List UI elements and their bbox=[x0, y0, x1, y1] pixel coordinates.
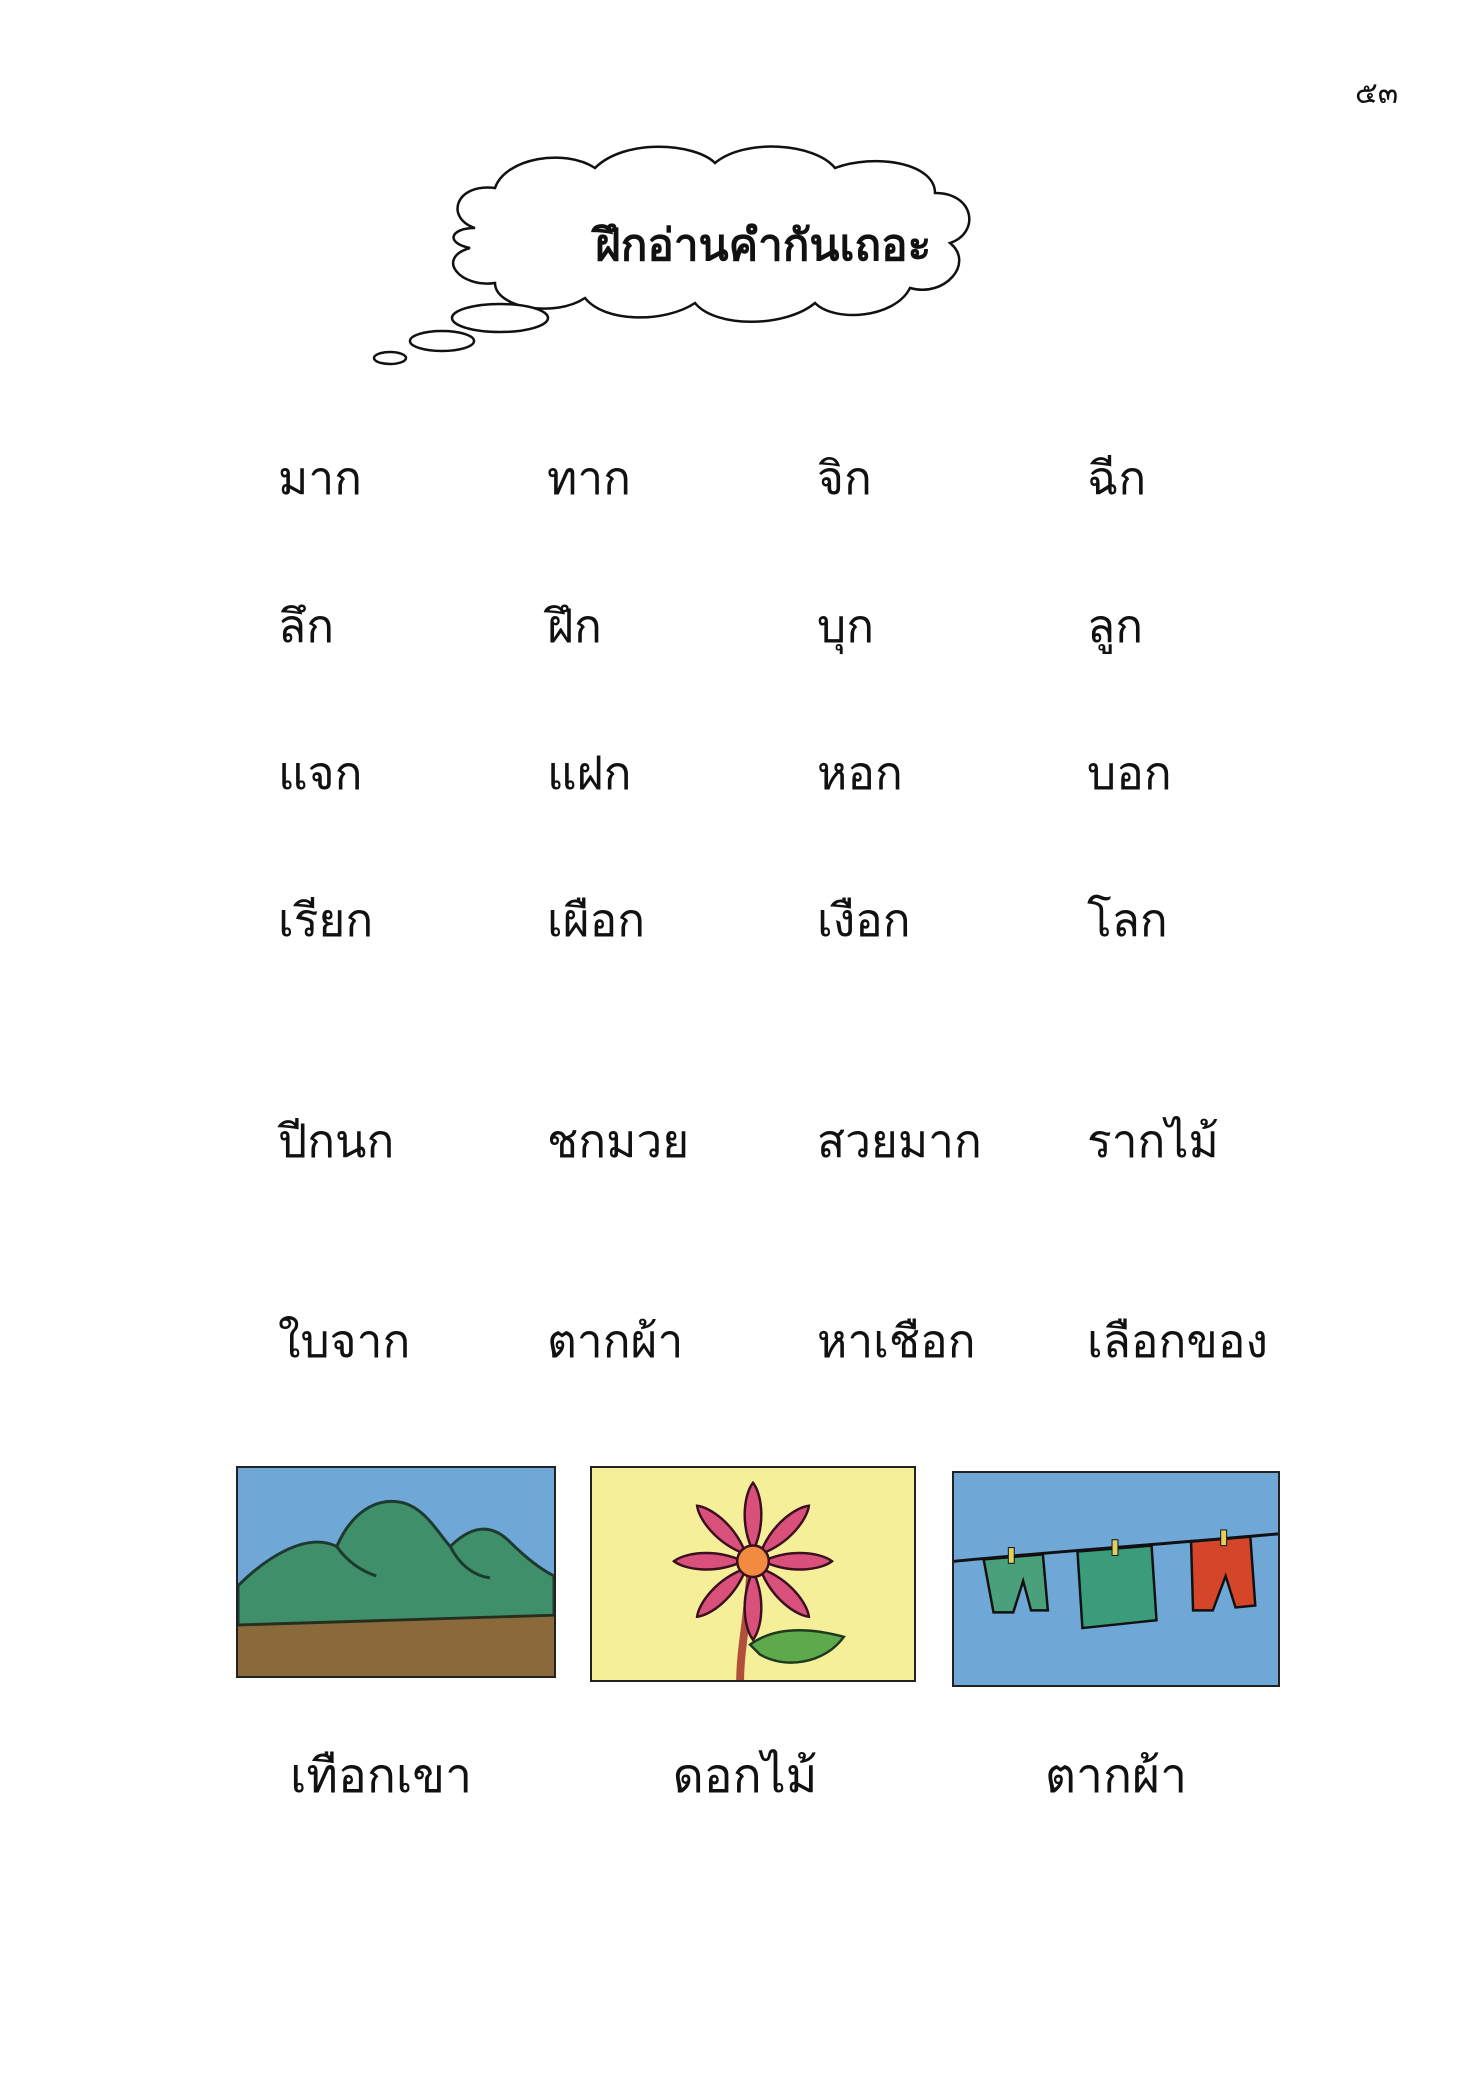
picture-caption-clothesline: ตากผ้า bbox=[1044, 1748, 1188, 1804]
word-r3-c2: แฝก bbox=[547, 746, 632, 800]
word-r4-c4: โลก bbox=[1087, 893, 1168, 947]
word-r5-c2: ชกมวย bbox=[547, 1114, 690, 1168]
mountains-icon bbox=[238, 1468, 554, 1676]
word-r4-c3: เงือก bbox=[817, 893, 911, 947]
flower-icon bbox=[592, 1468, 914, 1680]
word-r1-c2: ทาก bbox=[547, 451, 632, 505]
word-r5-c4: รากไม้ bbox=[1087, 1114, 1219, 1168]
clothesline-icon bbox=[954, 1473, 1278, 1685]
clothesline-picture bbox=[952, 1471, 1280, 1687]
page-number: ๕๓ bbox=[1355, 76, 1399, 111]
word-r2-c2: ฝึก bbox=[547, 599, 602, 653]
word-r5-c1: ปีกนก bbox=[278, 1114, 395, 1168]
thought-cloud bbox=[365, 138, 1085, 378]
mountains-picture bbox=[236, 1466, 556, 1678]
word-r4-c2: เผือก bbox=[547, 893, 646, 947]
word-r6-c3: หาเชือก bbox=[817, 1314, 976, 1368]
word-r1-c4: ฉีก bbox=[1087, 451, 1147, 505]
word-r2-c4: ลูก bbox=[1087, 599, 1144, 653]
word-r2-c1: ลึก bbox=[278, 599, 335, 653]
word-r3-c4: บอก bbox=[1087, 746, 1172, 800]
word-r6-c2: ตากผ้า bbox=[547, 1314, 684, 1368]
word-r1-c3: จิก bbox=[817, 451, 872, 505]
word-r3-c1: แจก bbox=[278, 746, 363, 800]
word-r6-c4: เลือกของ bbox=[1087, 1314, 1268, 1368]
word-r3-c3: หอก bbox=[817, 746, 903, 800]
flower-picture bbox=[590, 1466, 916, 1682]
word-r6-c1: ใบจาก bbox=[278, 1314, 411, 1368]
word-r5-c3: สวยมาก bbox=[817, 1114, 982, 1168]
word-r1-c1: มาก bbox=[278, 451, 363, 505]
word-r4-c1: เรียก bbox=[278, 893, 374, 947]
picture-caption-flower: ดอกไม้ bbox=[672, 1748, 818, 1804]
word-r2-c3: บุก bbox=[817, 599, 875, 653]
picture-caption-mountains: เทือกเขา bbox=[289, 1748, 473, 1804]
page-title: ฝึกอ่านคำกันเถอะ bbox=[595, 220, 932, 271]
